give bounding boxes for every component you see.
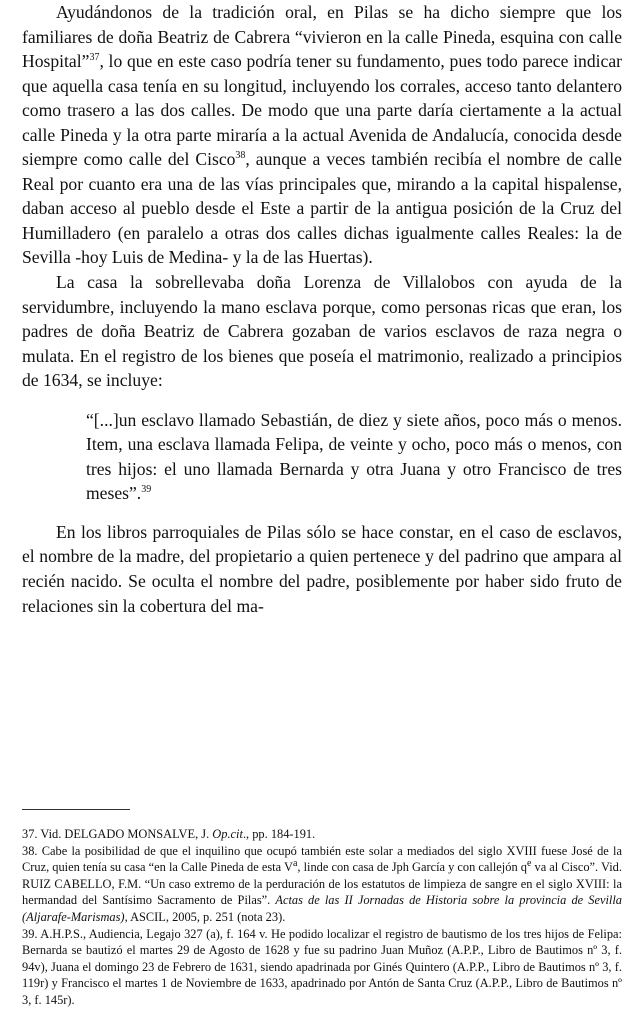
footnotes (22, 826, 622, 1009)
footnote-37-text: 37. Vid. DELGADO MONSALVE, J. (22, 827, 213, 841)
footnote-37-italic: Op.cit (212, 827, 243, 841)
footnote-38-italic: Actas de las II Jornadas de Historia sobre la provincia de Sevilla (Aljarafe-Marismas) (22, 893, 622, 924)
paragraph-1-part-2: , lo que en este caso podría tener su fundamento, pues todo parece indicar que aquella casa tenía en su longitud, incluyendo los corrales, acceso tanto delantero como trasero a las dos calles. De modo que una parte daría ciertamente a la actual calle Pineda y la otra parte miraría a la actual Avenida de Andalucía, conocida desde siempre como calle del Cisco (22, 51, 622, 170)
footnote-38-superscript-a: a (292, 858, 298, 870)
paragraph-3: En los libros parroquiales de Pilas sólo se hace constar, en el caso de esclavos, el nombre de la madre, del propietario a quien pertenece y del padrino que ampara al recién nacido. Se oculta el nombre del padre, posiblemente por haber sido fruto de relaciones sin la cobertura del ma- (22, 521, 622, 616)
footnote-38-text: 38. Cabe la posibilidad de que el inquilino que ocupó también este solar a mediados del siglo XVIII fuese José de la Cruz, quien tenía su casa “en la Calle Pineda de esta V (22, 843, 622, 875)
footnote-39: 39. A.H.P.S., Audiencia, Legajo 327 (a), f. 164 v. He podido localizar el registro de bautismo de los tres hijos de Felipa: Bernarda se bautizó el martes 29 de Agosto de 1628 y fue su padrino Juan Muñoz (A.P.P., Libro de Bautimos nº 3, f. 94v), Juana el domingo 23 de Febrero de 1631, siendo apadrinada por Ginés Quintero (A.P.P., Libro de Bautimos nº 3, f. 119r) y Francisco el martes 1 de Noviembre de 1633, apadrinado por Antón de Santa Cruz (A.P.P., Libro de Bautimos nº 3, f. 145r). (22, 926, 622, 1007)
footnote-38 (22, 843, 622, 926)
quote-text: “[...]un esclavo llamado Sebastián, de diez y siete años, poco más o menos. Item, una esclava llamada Felipa, de veinte y ocho, poco más o menos, con tres hijos: el uno llamada Bernarda y otra Juana y otro Francisco de tres meses”. (86, 409, 622, 504)
footnote-37-tail: ., pp. 184-191. (242, 827, 316, 841)
footnote-ref-38[interactable]: 38 (235, 150, 246, 162)
footnote-38-tail: , ASCIL, 2005, p. 251 (nota 23). (124, 909, 286, 924)
footnote-37 (22, 826, 622, 843)
paragraph-2: La casa la sobrellevaba doña Lorenza de Villalobos con ayuda de la servidumbre, incluyendo la mano esclava porque, como personas ricas que eran, los padres de doña Beatriz de Cabrera gozaban de varios esclavos de raza negra o mulata. En el registro de los bienes que poseía el matrimonio, realizado a principios de 1634, se incluye: (22, 272, 622, 391)
block-quote (86, 408, 622, 506)
paragraph-1 (22, 0, 622, 270)
footnote-38-middle-2: va al Cisco”. Vid. RUIZ CABELLO, F.M. “Un caso extremo de la perduración de los estatutos de limpieza de sangre en el siglo XVIII: la hermandad del Santísimo Sacramento de Pilas”. (22, 860, 622, 908)
footnote-ref-39[interactable]: 39 (141, 484, 152, 496)
paragraph-1-part-1: Ayudándonos de la tradición oral, en Pilas se ha dicho siempre que los familiares de doña Beatriz de Cabrera “vivieron en la calle Pineda, esquina con calle Hospital” (22, 2, 622, 72)
footnote-38-middle: , linde con casa de Jph García y con callejón q (297, 860, 527, 875)
footnote-38-superscript-e: e (526, 858, 532, 870)
footnote-separator (22, 809, 130, 810)
footnote-ref-37[interactable]: 37 (89, 52, 100, 64)
body-text (22, 0, 622, 636)
paragraph-1-part-3: , aunque a veces también recibía el nombre de calle Real por cuanto era una de las vías principales que, mirando a la capital hispalense, daban acceso al pueblo desde el Este a partir de la antigua posición de la Cruz del Humilladero (en paralelo a otras dos calles dichas igualmente calles Reales: la de Sevilla -hoy Luis de Medina- y la de las Huertas). (22, 149, 622, 268)
